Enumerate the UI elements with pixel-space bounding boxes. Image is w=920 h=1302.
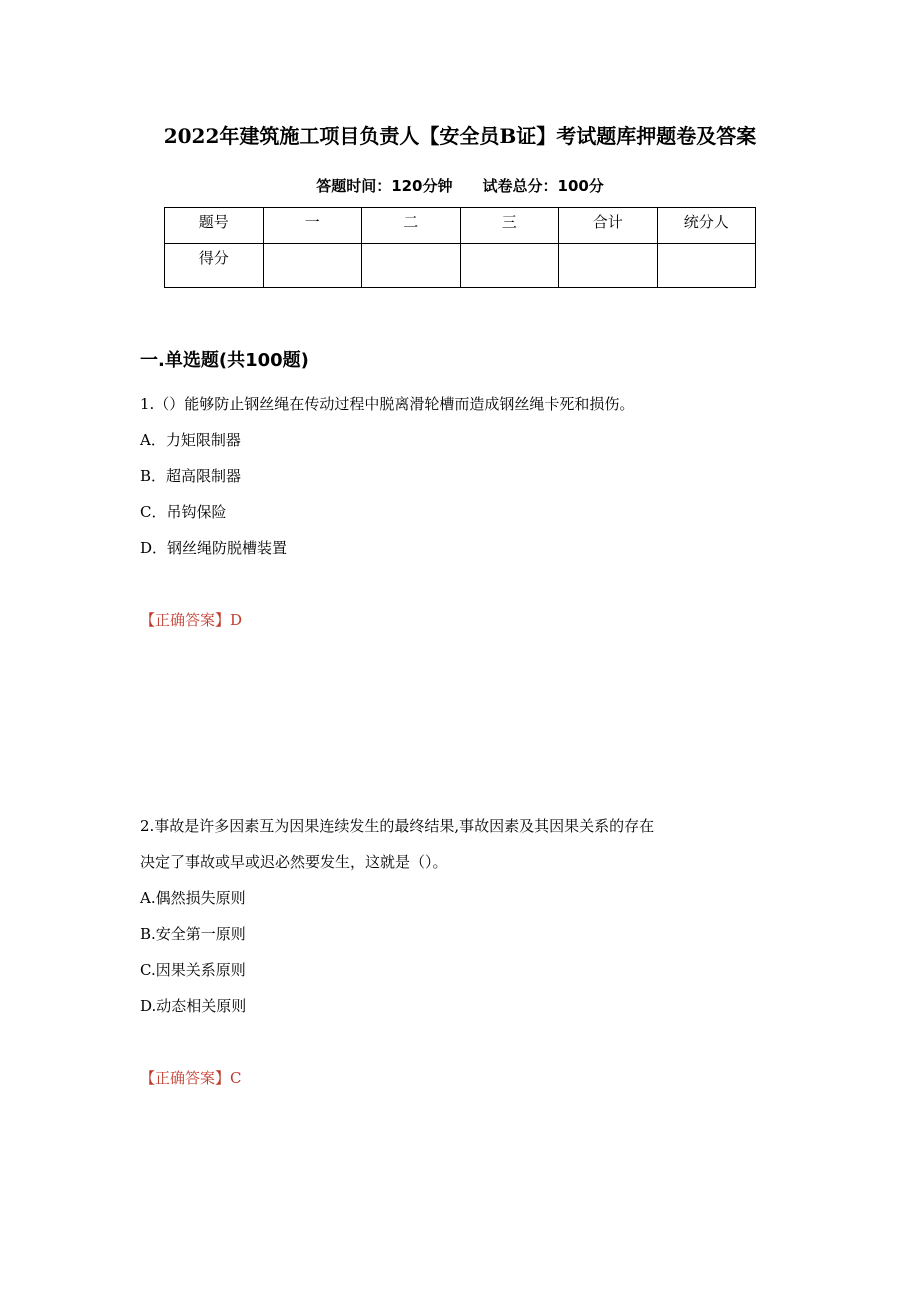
question-option: D.动态相关原则 xyxy=(140,997,247,1015)
score-cell-empty xyxy=(460,244,559,288)
score-row-label: 得分 xyxy=(165,244,264,288)
question-option: A．力矩限制器 xyxy=(140,431,241,449)
question-stem: 决定了事故或早或迟必然要发生，这就是（）。 xyxy=(140,853,448,871)
score-table-header-cell: 二 xyxy=(362,208,461,244)
document-title: 2022年建筑施工项目负责人【安全员B证】考试题库押题卷及答案 xyxy=(163,124,757,148)
exam-time: 答题时间：120分钟 xyxy=(316,177,453,195)
score-cell-empty xyxy=(657,244,756,288)
correct-answer: 【正确答案】C xyxy=(140,1069,242,1087)
question-option: A.偶然损失原则 xyxy=(140,889,246,907)
score-table-header-cell: 一 xyxy=(263,208,362,244)
score-cell-empty xyxy=(362,244,461,288)
score-cell-empty xyxy=(263,244,362,288)
question-option: B.安全第一原则 xyxy=(140,925,246,943)
score-table-header-cell: 题号 xyxy=(165,208,264,244)
score-table xyxy=(164,207,756,288)
score-table-header-row xyxy=(165,208,756,244)
score-table-score-row xyxy=(165,244,756,288)
score-table-header-cell: 合计 xyxy=(559,208,658,244)
section-title: 一.单选题(共100题) xyxy=(140,350,309,371)
exam-meta xyxy=(0,175,920,196)
exam-total-score: 试卷总分：100分 xyxy=(482,177,604,195)
question-option: D．钢丝绳防脱槽装置 xyxy=(140,539,288,557)
correct-answer: 【正确答案】D xyxy=(140,611,243,629)
question-option: C.因果关系原则 xyxy=(140,961,246,979)
score-table-header-cell: 三 xyxy=(460,208,559,244)
question-option: C．吊钩保险 xyxy=(140,503,227,521)
score-table-header-cell: 统分人 xyxy=(657,208,756,244)
question-stem: 1.（）能够防止钢丝绳在传动过程中脱离滑轮槽而造成钢丝绳卡死和损伤。 xyxy=(140,395,635,413)
question-option: B．超高限制器 xyxy=(140,467,242,485)
score-cell-empty xyxy=(559,244,658,288)
question-stem: 2.事故是许多因素互为因果连续发生的最终结果,事故因素及其因果关系的存在 xyxy=(140,817,655,835)
